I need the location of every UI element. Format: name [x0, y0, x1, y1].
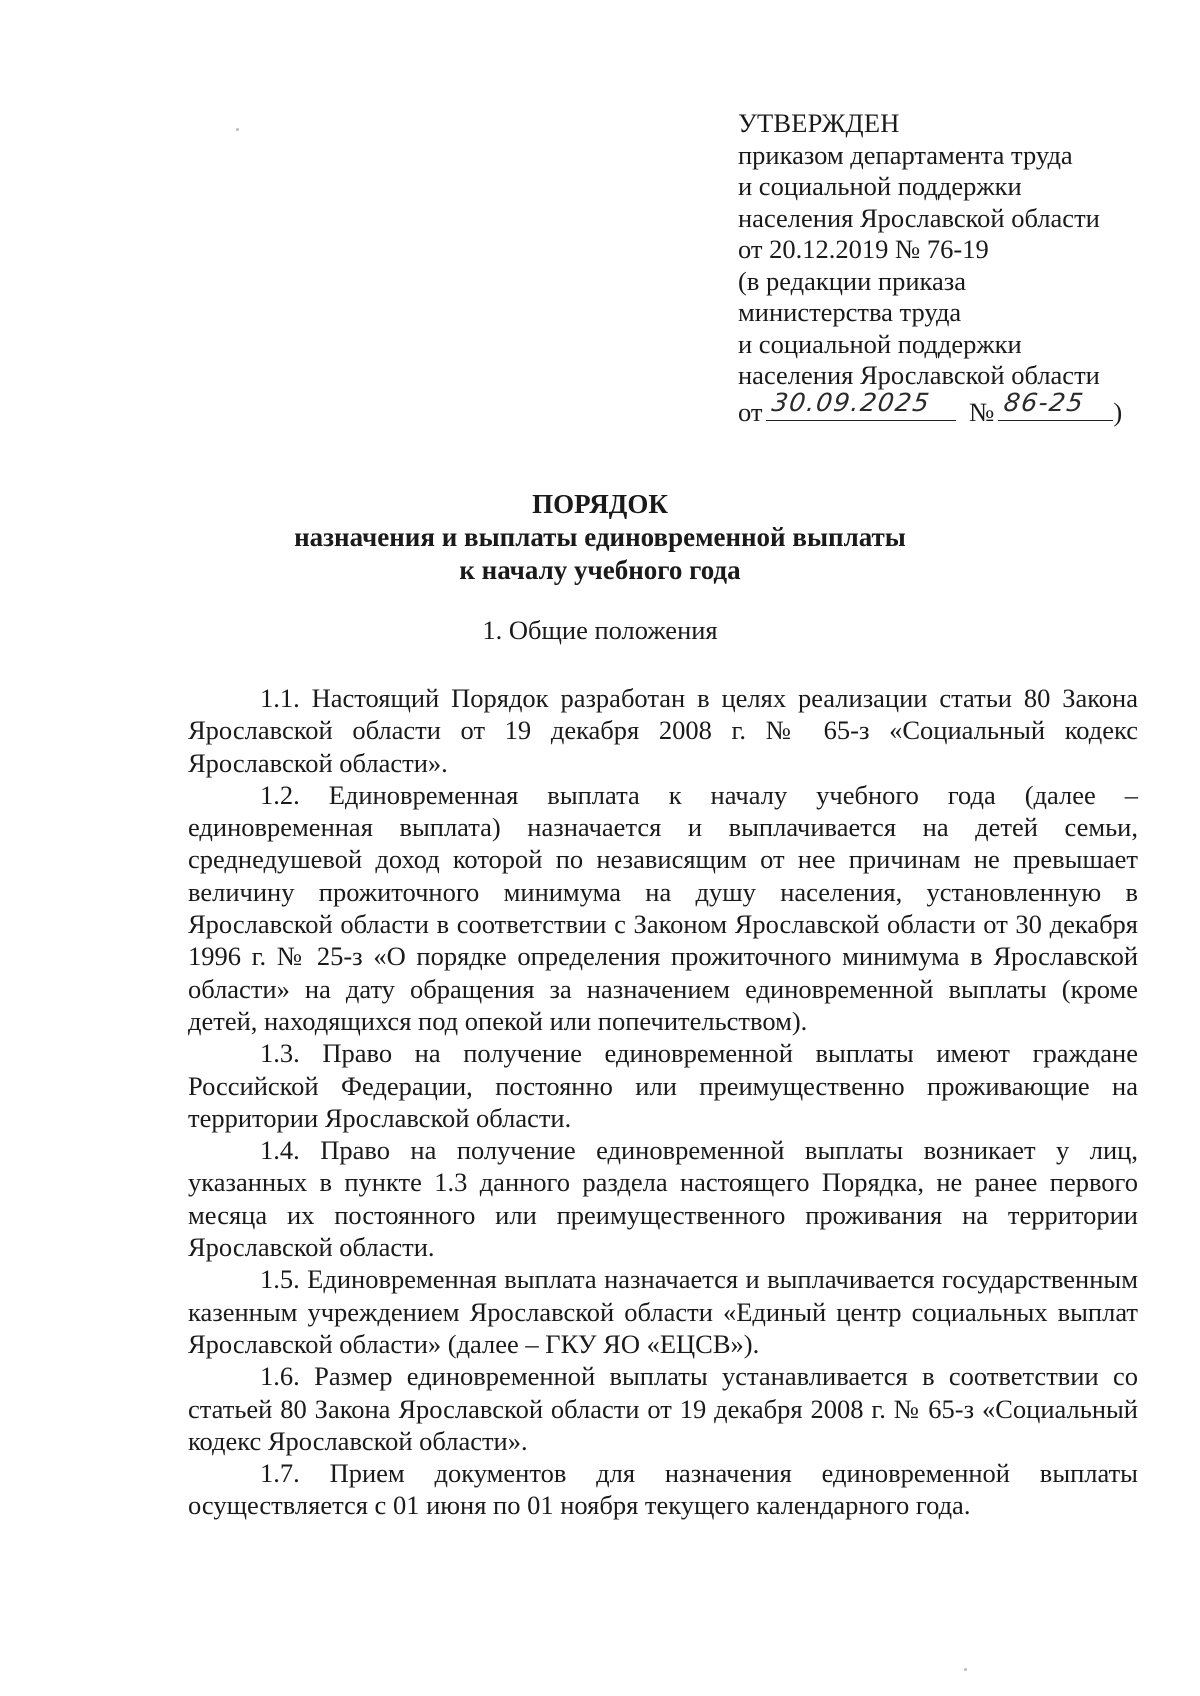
approval-line: приказом департамента труда — [738, 139, 1073, 170]
document-title — [0, 488, 1200, 587]
paragraph-1-7: 1.7. Прием документов для назначения единовременной выплаты осуществляется с 01 июня по 01 ноября текущего календарного года. — [188, 1458, 1138, 1521]
approval-block — [738, 108, 1168, 428]
approval-line: населения Ярославской области — [738, 360, 1100, 390]
scan-speck — [964, 1668, 967, 1671]
paragraph-1-3: 1.3. Право на получение единовременной выплаты имеют граждане Российской Федерации, постоянно или преимущественно проживающие на территории Ярославской области. — [188, 1038, 1138, 1133]
paragraph-1-4: 1.4. Право на получение единовременной выплаты возникает у лиц, указанных в пункте 1.3 данного раздела настоящего Порядка, не ранее первого месяца их постоянного или преимущественного проживания на территории Ярославской области. — [188, 1135, 1138, 1263]
approval-line: населения Ярославской области — [738, 202, 1100, 233]
paragraph-1-5: 1.5. Единовременная выплата назначается и выплачивается государственным казенным учреждением Ярославской области «Единый центр социальных выплат Ярославской области» (далее – ГКУ ЯО «ЕЦСВ»). — [188, 1264, 1138, 1359]
scan-speck — [236, 128, 239, 131]
date-fill-line — [766, 388, 956, 421]
from-label: от — [738, 396, 763, 427]
number-fill-line — [998, 388, 1113, 421]
section-heading: 1. Общие положения — [482, 615, 718, 645]
handwritten-date: 30.09.2025 — [770, 388, 933, 417]
approved-heading: УТВЕРЖДЕН — [738, 108, 900, 138]
paragraph-1-2: 1.2. Единовременная выплата к началу учебного года (далее – единовременная выплата) назначается и выплачивается на детей семьи, среднедушевой доход которой по независящим от нее причинам не превышает величину прожиточного минимума на душу населения, установленную в Ярославской области в соответствии с Законом Ярославской области от 30 декабря 1996 г. № 25-з «О порядке определения прожиточного минимума в Ярославской области» на дату обращения за назначением единовременной выплаты (кроме детей, находящихся под опекой или попечительством). — [188, 779, 1138, 1036]
amendment-date-line — [738, 388, 1168, 429]
approval-line: (в редакции приказа — [738, 265, 966, 296]
title-line: назначения и выплаты единовременной выплаты — [294, 522, 906, 552]
handwritten-number: 86-25 — [1002, 388, 1087, 417]
approval-line: и социальной поддержки — [738, 171, 1022, 201]
paragraph-1-1: 1.1. Настоящий Порядок разработан в целях реализации статьи 80 Закона Ярославской области от 19 декабря 2008 г. № 65-з «Социальный кодекс Ярославской области». — [188, 683, 1138, 778]
approval-line: от 20.12.2019 № 76-19 — [738, 234, 989, 264]
document-body — [188, 682, 1138, 1522]
title-main: ПОРЯДОК — [532, 489, 668, 519]
title-line: к началу учебного года — [459, 555, 741, 585]
approval-line: и социальной поддержки — [738, 328, 1022, 359]
number-sign: № — [969, 396, 995, 427]
approval-line: министерства труда — [738, 297, 962, 327]
closing-paren: ) — [1113, 396, 1123, 427]
paragraph-1-6: 1.6. Размер единовременной выплаты устанавливается в соответствии со статьей 80 Закона Ярославской области от 19 декабря 2008 г. № 65-з «Социальный кодекс Ярославской области». — [188, 1361, 1138, 1456]
